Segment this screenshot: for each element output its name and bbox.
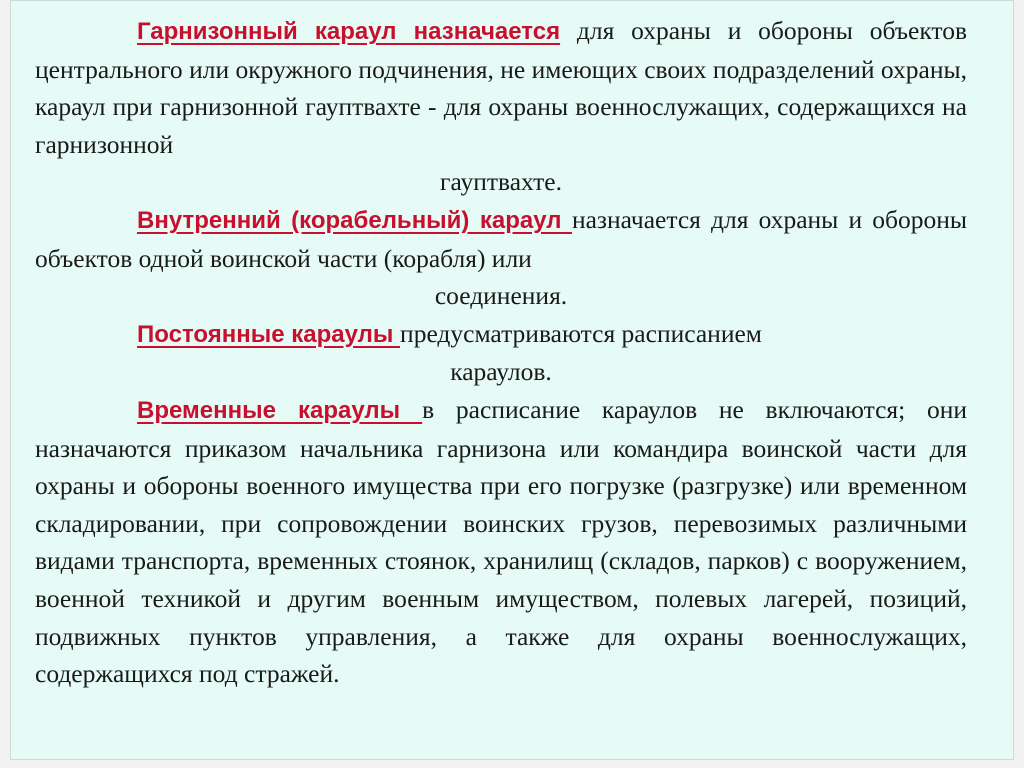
term-garrison-guard: Гарнизонный караул назначается (137, 18, 561, 45)
term-temporary-guards: Временные караулы (137, 396, 423, 424)
paragraph-tail: караулов. (450, 357, 552, 387)
term-internal-guard: Внутренний (корабельный) караул (137, 206, 572, 234)
paragraph-garrison-guard (35, 12, 967, 163)
paragraph-permanent-guards (35, 315, 967, 354)
paragraph-text: для охраны и обороны объектов центрального или окружного подчинения, не имеющих своих подразделений охраны, караул при гарнизонной гауптвахте - для охраны военнослужащих, содержащихся на гарнизонной (35, 16, 967, 159)
paragraph-text: назначается для охраны и обороны объектов одной воинской части (корабля) или (35, 204, 967, 273)
paragraph-tail: гауптвахте. (440, 167, 562, 197)
paragraph-text: предусматриваются расписанием (400, 318, 762, 348)
paragraph-tail: соединения. (434, 281, 568, 311)
slide (10, 0, 1014, 760)
term-permanent-guards: Постоянные караулы (137, 320, 401, 348)
text-body (35, 12, 967, 693)
paragraph-text: в расписание караулов не включаются; они назначаются приказом начальника гарнизона или командира воинской части для охраны и обороны военного имущества при его погрузке (разгрузке) или временном складировании, при сопровождении воинских грузов, перевозимых различными видами транспорта, временных стоянок, хранилищ (складов, парков) с вооружением, военной техникой и другим военным имуществом, полевых лагерей, позиций, подвижных пунктов управления, а также для охраны военнослужащих, содержащихся под стражей. (35, 394, 968, 689)
paragraph-temporary-guards (35, 391, 967, 693)
paragraph-internal-guard (35, 201, 967, 277)
